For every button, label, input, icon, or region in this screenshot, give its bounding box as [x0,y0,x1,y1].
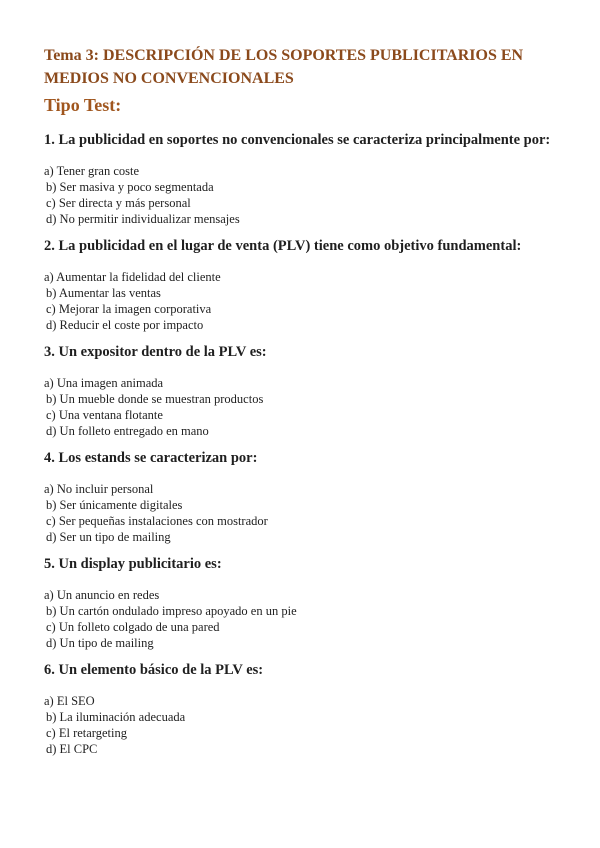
option-d: d) Un folleto entregado en mano [46,424,209,438]
option-d: d) No permitir individualizar mensajes [46,212,240,226]
option-c: c) El retargeting [46,726,127,740]
option-d: d) El CPC [46,742,98,756]
option-b: b) Aumentar las ventas [46,286,161,300]
question-text: 2. La publicidad en el lugar de venta (PLV) tiene como objetivo fundamental: [44,238,522,254]
option-c: c) Una ventana flotante [46,408,163,422]
option-list [44,587,560,651]
question-4 [44,450,560,545]
document-title: Tema 3: DESCRIPCIÓN DE LOS SOPORTES PUBLICITARIOS EN MEDIOS NO CONVENCIONALES [44,47,524,87]
option-c: c) Un folleto colgado de una pared [46,620,220,634]
option-list [44,163,560,227]
option-c: c) Mejorar la imagen corporativa [46,302,212,316]
question-text: 5. Un display publicitario es: [44,556,222,572]
question-3 [44,344,560,439]
question-text: 6. Un elemento básico de la PLV es: [44,662,264,678]
question-list [44,132,560,757]
option-a: a) Una imagen animada [44,376,164,390]
option-list [44,693,560,757]
option-d: d) Ser un tipo de mailing [46,530,171,544]
question-6 [44,662,560,757]
option-a: a) Un anuncio en redes [44,588,160,602]
option-b: b) La iluminación adecuada [46,710,186,724]
option-a: a) No incluir personal [44,482,154,496]
option-b: b) Un mueble donde se muestran productos [46,392,264,406]
option-list [44,481,560,545]
option-c: c) Ser pequeñas instalaciones con mostrador [46,514,268,528]
option-a: a) Tener gran coste [44,164,140,178]
section-subtitle: Tipo Test: [44,95,122,115]
question-1 [44,132,560,227]
option-a: a) Aumentar la fidelidad del cliente [44,270,221,284]
question-text: 4. Los estands se caracterizan por: [44,450,258,466]
option-b: b) Un cartón ondulado impreso apoyado en un pie [46,604,297,618]
option-list [44,269,560,333]
option-b: b) Ser masiva y poco segmentada [46,180,214,194]
question-text: 1. La publicidad en soportes no convencionales se caracteriza principalmente por: [44,132,551,148]
option-a: a) El SEO [44,694,95,708]
option-d: d) Reducir el coste por impacto [46,318,204,332]
option-d: d) Un tipo de mailing [46,636,154,650]
option-b: b) Ser únicamente digitales [46,498,183,512]
option-c: c) Ser directa y más personal [46,196,191,210]
question-text: 3. Un expositor dentro de la PLV es: [44,344,267,360]
option-list [44,375,560,439]
question-2 [44,238,560,333]
question-5 [44,556,560,651]
